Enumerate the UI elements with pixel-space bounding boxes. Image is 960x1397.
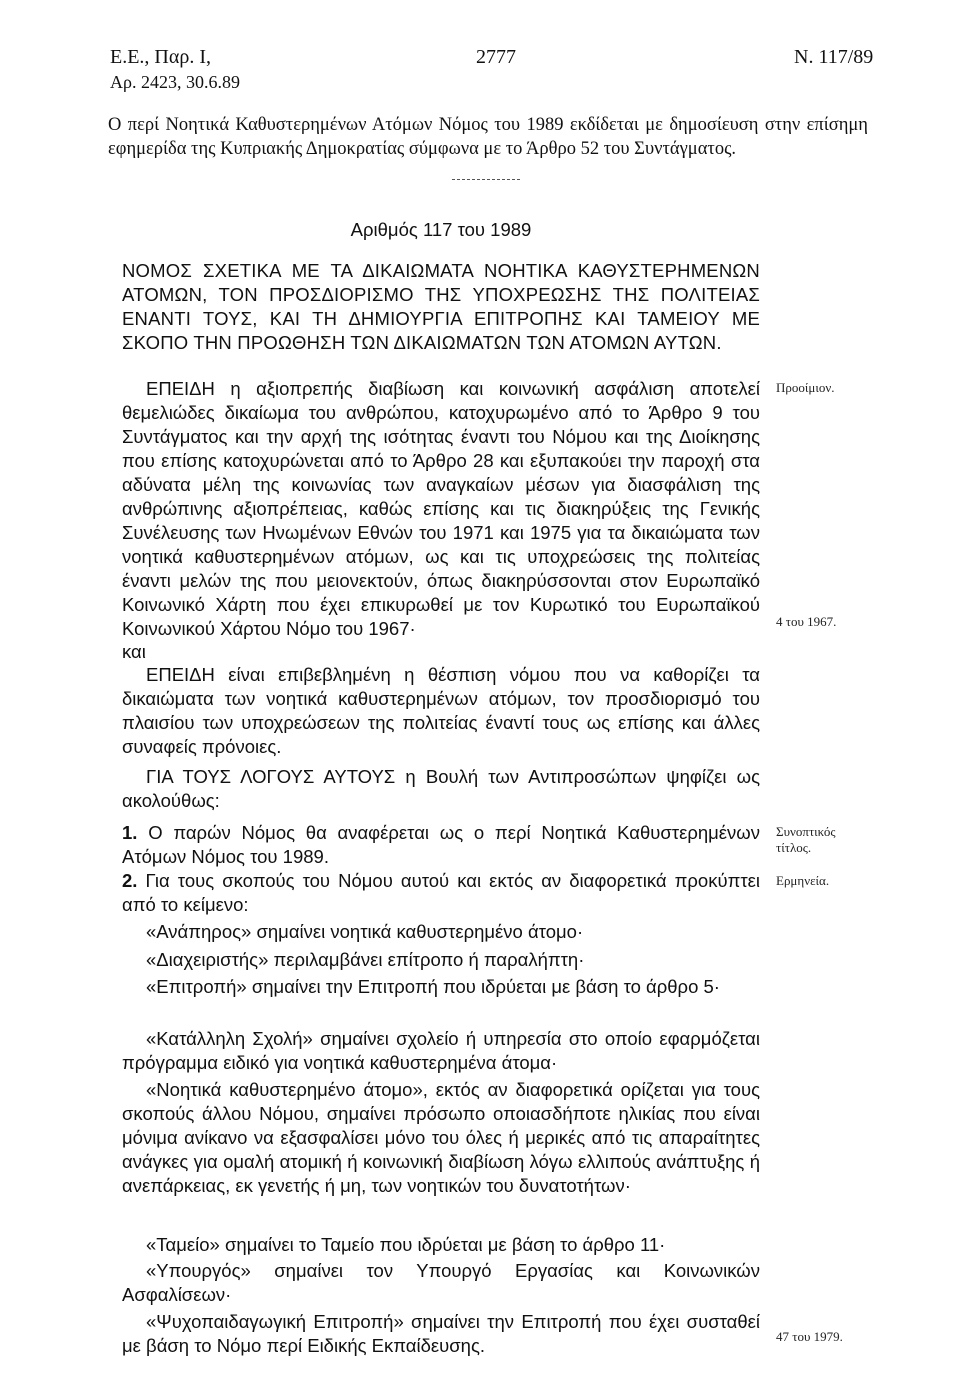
law-number: Αριθμός 117 του 1989: [350, 219, 532, 240]
margin-note-interpretation: Ερμηνεία.: [776, 873, 830, 888]
margin-note-law-1979: 47 του 1979.: [776, 1329, 843, 1344]
section-2-text: Για τους σκοπούς του Νόμου αυτού και εκτός αν διαφορετικά προκύπτει από το κείμενο:: [122, 870, 760, 915]
section-1: [122, 821, 760, 869]
definition-item: «Ψυχοπαιδαγωγική Επιτροπή» σημαίνει την Επιτροπή που έχει συσταθεί με βάση το Νόμο περί Ειδικής Εκπαίδευσης.: [122, 1311, 760, 1356]
preamble-conjunction: και: [122, 641, 146, 662]
gazette-issue: Αρ. 2423, 30.6.89: [110, 72, 240, 92]
section-1-number: 1.: [122, 822, 138, 843]
law-title: ΝΟΜΟΣ ΣΧΕΤΙΚΑ ΜΕ ΤΑ ΔΙΚΑΙΩΜΑΤΑ ΝΟΗΤΙΚΑ ΚΑΘΥΣΤΕΡΗΜΕΝΩΝ ΑΤΟΜΩΝ, ΤΟΝ ΠΡΟΣΔΙΟΡΙΣΜΟ ΤΗΣ ΥΠΟΧΡΕΩΣΗΣ ΤΗΣ ΠΟΛΙΤΕΙΑΣ ΕΝΑΝΤΙ ΤΟΥΣ, ΚΑΙ ΤΗ ΔΗΜΙΟΥΡΓΙΑ ΕΠΙΤΡΟΠΗΣ ΚΑΙ ΤΑΜΕΙΟΥ ΜΕ ΣΚΟΠΟ ΤΗΝ ΠΡΟΩΘΗΣΗ ΤΩΝ ΔΙΚΑΙΩΜΑΤΩΝ ΤΩΝ ΑΤΟΜΩΝ ΑΥΤΩΝ.: [122, 260, 760, 353]
definition-item: «Νοητικά καθυστερημένο άτομο», εκτός αν διαφορετικά ορίζεται για τους σκοπούς άλλου Νόμου, σημαίνει πρόσωπο οποιασδήποτε ηλικίας που είναι μόνιμα ανίκανο να εξασφαλίσει μόνο του όλες ή μερικές από τις απαραίτητες ανάγκες για ομαλή ατομική ή κοινωνική διαβίωση λόγω ελλιπούς ανάπτυξης ή ανεπάρκειας, εκ γενετής ή μη, των νοητικών του δυνατοτήτων·: [122, 1079, 760, 1196]
definition-item: «Υπουργός» σημαίνει τον Υπουργό Εργασίας και Κοινωνικών Ασφαλίσεων·: [122, 1260, 760, 1305]
margin-note-preamble: Προοίμιον.: [776, 380, 835, 395]
section-2-number: 2.: [122, 870, 138, 891]
gazette-ref: Ε.Ε., Παρ. Ι,: [110, 46, 211, 68]
margin-note-short-title: Συνοπτικός τίτλος.: [776, 824, 836, 855]
page-number: 2777: [476, 46, 516, 68]
preamble-paragraph-2: ΕΠΕΙΔΗ είναι επιβεβλημένη η θέσπιση νόμου που να καθορίζει τα δικαιώματα των νοητικά καθυστερημένων ατόμων, τον προσδιορισμό του πλαισίου των υποχρεώσεων της πολιτείας έναντί τους ως επίσης και άλλες συναφείς πρόνοιες.: [122, 664, 760, 757]
definition-item: «Κατάλληλη Σχολή» σημαίνει σχολείο ή υπηρεσία στο οποίο εφαρμόζεται πρόγραμμα ειδικό για νοητικά καθυστερημένα άτομα·: [122, 1028, 760, 1073]
definition-item: «Ταμείο» σημαίνει το Ταμείο που ιδρύεται με βάση το άρθρο 11·: [146, 1234, 666, 1255]
definition-item: «Ανάπηρος» σημαίνει νοητικά καθυστερημένο άτομο·: [146, 921, 584, 942]
divider: [452, 179, 520, 180]
publication-notice: Ο περί Νοητικά Καθυστερημένων Ατόμων Νόμος του 1989 εκδίδεται με δημοσίευση στην επίσημη εφημερίδα της Κυπριακής Δημοκρατίας σύμφωνα με το Άρθρο 52 του Συντάγματος.: [108, 115, 868, 159]
margin-note-law-1967: 4 του 1967.: [776, 614, 837, 629]
section-1-text: Ο παρών Νόμος θα αναφέρεται ως ο περί Νοητικά Καθυστερημένων Ατόμων Νόμος του 1989.: [122, 822, 761, 867]
section-2: [122, 869, 760, 917]
preamble-paragraph-1: ΕΠΕΙΔΗ η αξιοπρεπής διαβίωση και κοινωνική ασφάλιση αποτελεί θεμελιώδες δικαίωμα του ανθρώπου, κατοχυρωμένο από το Άρθρο 9 του Συντάγματος και την αρχή της ισότητας έναντι του Νόμου και της Διοίκησης που επίσης κατοχυρώνεται από το Άρθρο 28 και εξυπακούει την παροχή στα αδύνατα μέλη της κοινωνίας των αναγκαίων μέσων για διασφάλιση της ανθρώπινης αξιοπρέπειας, καθώς επίσης και τις διακηρύξεις της Γενικής Συνέλευσης των Ηνωμένων Εθνών του 1971 και 1975 για τα δικαιώματα των νοητικά καθυστερημένων ατόμων, ως και τις υποχρεώσεις της πολιτείας έναντι μελών της που μειονεκτούν, όπως διακηρύσσονται στον Ευρωπαϊκό Κοινωνικό Χάρτη που έχει επικυρωθεί με τον Κυρωτικό του Ευρωπαϊκού Κοινωνικού Χάρτου Νόμο του 1967·: [122, 378, 760, 639]
law-reference: Ν. 117/89: [794, 46, 874, 68]
definition-item: «Επιτροπή» σημαίνει την Επιτροπή που ιδρύεται με βάση το άρθρο 5·: [146, 976, 720, 997]
enacting-clause: ΓΙΑ ΤΟΥΣ ΛΟΓΟΥΣ ΑΥΤΟΥΣ η Βουλή των Αντιπροσώπων ψηφίζει ως ακολούθως:: [122, 766, 760, 811]
definition-item: «Διαχειριστής» περιλαμβάνει επίτροπο ή παραλήπτη·: [146, 949, 585, 970]
